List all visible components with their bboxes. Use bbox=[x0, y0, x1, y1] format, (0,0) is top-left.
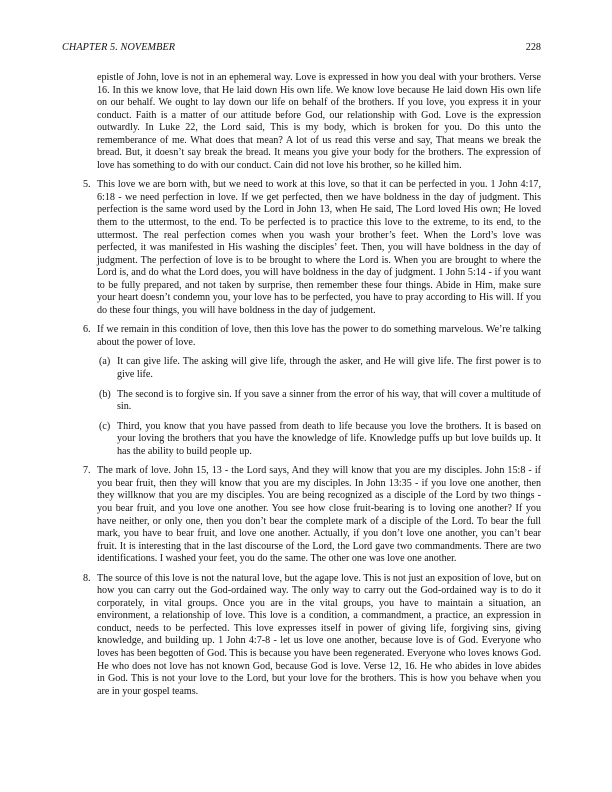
list-item-text: This love we are born with, but we need to work at this love, so that it can be perfected in you. 1 John 4:17, 6:18 - we need perfection in love. If we get perfected, then we have boldness in the day of judgment. This perfection is the same word used by the Lord in John 13, when He said, The Lord loved His own; He loved them to the uttermost, to the end. To be perfected is to practice this love to the extreme, to its end, to the uttermost. The real perfection comes when you wash your brother’s feet. When the Lord’s love was perfected, it was manifested in His washing the disciples’ feet. Then, you will have boldness in the day of judgment. The perfection of love is to be brought to where the Lord is. When you are brought to where the Lord is, and do what the Lord does, you will have boldness in the day of judgment. 1 John 5:14 - if you want to be fully prepared, and not taken by surprise, then remember these four things. Abide in Him, make sure your heart doesn’t condemn you, your love has to be perfected, you have to pray according to His will. If you do these four things, you will have boldness in the day of judgement. bbox=[97, 179, 541, 316]
continuation-paragraph: epistle of John, love is not in an ephemeral way. Love is expressed in how you deal with your brothers. Verse 16. In this we know love, that He laid down His own life. We know love because He laid down His own life on our behalf. We ought to lay down our life on behalf of the brothers. If you love, you express it in your conduct. Faith is a matter of our attitude before God, our relationship with God. Love is the expression outwardly. In Luke 22, the Lord said, This is my body, which is broken for you. Do this unto the rememberance of me. What does that mean? A lot of us read this verse and say, That means we break the bread. But, it doesn’t say break the bread. It means you give your body for the brothers. The expression of love has something to do with our conduct. Cain did not love his brother, so he killed him. bbox=[97, 72, 541, 171]
list-number: 6. bbox=[83, 324, 91, 336]
list-item-text: If we remain in this condition of love, then this love has the power to do something marvelous. We’re talking about the power of love. bbox=[97, 324, 541, 348]
sublist-label: (c) bbox=[99, 420, 111, 432]
list-item-text: The mark of love. John 15, 13 - the Lord says, And they will know that you are my disciples. John 15:8 - if you bear fruit, then they will know that you are my disciples. In John 13:35 - if you love one another, then they willknow that you are my disciples. You are being recognized as a disciple of the Lord by two things - you bear fruit, and you love one another. You see how close fruit-bearing is to loving one another? If you have neither, or only one, then you don’t bear the complete mark of a disciple of the Lord. To bear the full mark, you have to bear fruit, and love one another. Actually, if you don’t love one another, you can’t bear fruit. It is interesting that in the last discourse of the Lord, the Lord gave two commandments. There are two identifications. I washed your feet, you do the same. The other one was love one another. bbox=[97, 465, 541, 565]
list-item-text: The source of this love is not the natural love, but the agape love. This is not just an exposition of love, but on how you can carry out the God-ordained way. The only way to carry out the God-ordained way is to do it corporately, in vital groups. Once you are in the vital groups, you have to maintain a situation, an environment, a relationship of love. This love is a condition, a commandment, a practice, an expression in conduct, needs to be perfected. This love expresses itself in power of giving life, forgiving sins, giving knowledge, and building up. 1 John 4:7-8 - let us love one another, because love is of God. Everyone who loves has been begotten of God. This is because you have been regenerated. Everyone who loves knows God. He who does not love has not known God, because God is love. Verse 12, 16. He who abides in love abides in God. This is not your love to the Lord, but your love for the brothers. This is how you behave when you are in your gospel teams. bbox=[97, 572, 541, 697]
sublist-label: (b) bbox=[99, 388, 111, 400]
running-header bbox=[62, 42, 541, 56]
sublist-item-text: Third, you know that you have passed from death to life because you love the brothers. It is based on your loving the brothers that you have the knowledge of life. Knowledge puffs up but love builds up. It has the ability to build people up. bbox=[117, 420, 541, 457]
sublist-item-c bbox=[97, 421, 541, 459]
chapter-title: CHAPTER 5. NOVEMBER bbox=[62, 42, 176, 53]
sublist-item-text: It can give life. The asking will give life, through the asker, and He will give life. The first power is to give life. bbox=[117, 356, 541, 381]
list-number: 7. bbox=[83, 465, 91, 477]
sublist-label: (a) bbox=[99, 356, 111, 368]
list-item-5 bbox=[83, 179, 541, 317]
list-item-7 bbox=[83, 465, 541, 565]
sublist-item-b bbox=[97, 389, 541, 414]
sublist-item-text: The second is to forgive sin. If you save a sinner from the error of his way, that will cover a multitude of sin. bbox=[117, 388, 541, 413]
sublist bbox=[97, 356, 541, 458]
list-item-6 bbox=[83, 324, 541, 458]
page-number: 228 bbox=[525, 42, 541, 53]
page-body bbox=[83, 72, 541, 698]
list-number: 5. bbox=[83, 179, 91, 191]
list-number: 8. bbox=[83, 572, 91, 584]
list-item-8 bbox=[83, 572, 541, 698]
sublist-item-a bbox=[97, 356, 541, 381]
